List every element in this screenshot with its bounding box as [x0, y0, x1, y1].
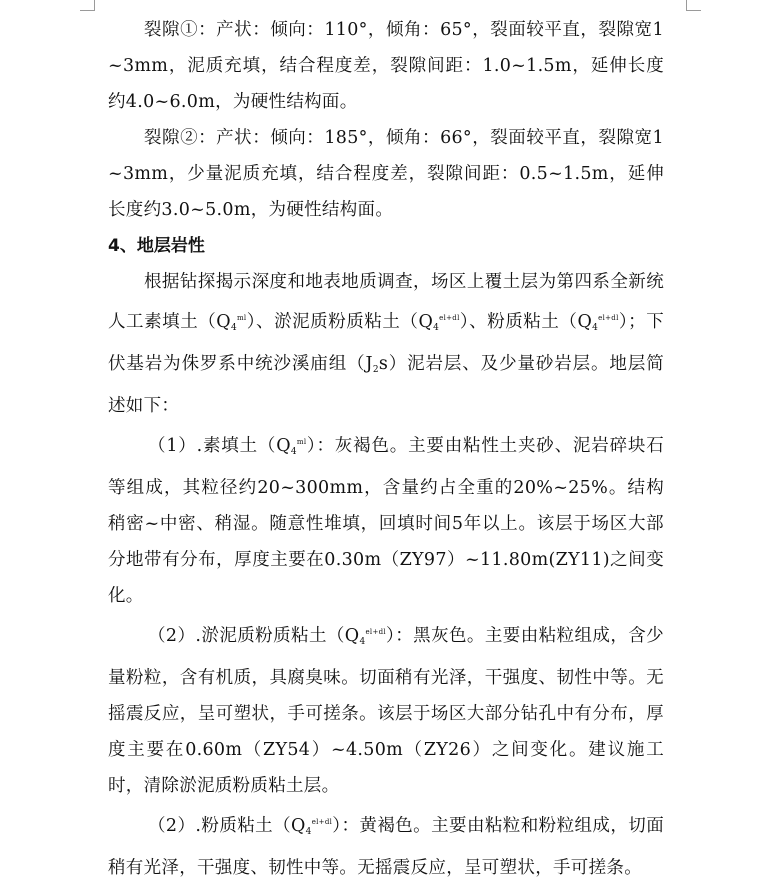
intro-text-4: ）；下伏基岩为侏罗系中统沙溪庙组（J — [108, 312, 665, 374]
page-corner-mark-right — [686, 0, 701, 11]
fissure-2-paragraph: 裂隙②：产状：倾向：185°，倾角：66°，裂面较平直，裂隙宽1~3mm，少量泥质充填，结合程度差，裂隙间距：0.5~1.5m，延伸长度约3.0~5.0m，为硬性结构面。 — [108, 128, 664, 220]
origin-superscript: el+dl — [439, 314, 460, 322]
quaternary-subscript: 4 — [359, 637, 366, 647]
jurassic-subscript: 2 — [372, 365, 379, 375]
quaternary-subscript: 4 — [230, 323, 237, 333]
fissure-1-paragraph: 裂隙①：产状：倾向：110°，倾角：65°，裂面较平直，裂隙宽1~3mm，泥质充填，结合程度差，裂隙间距：1.0~1.5m，延伸长度约4.0~6.0m，为硬性结构面。 — [108, 20, 664, 112]
intro-paragraph — [108, 264, 664, 424]
layer-1-title: （1）.素填土（Q — [148, 436, 291, 456]
layer-1-paragraph — [108, 424, 664, 614]
origin-superscript: el+dl — [365, 628, 386, 636]
quaternary-subscript: 4 — [290, 447, 297, 457]
layer-2-title: （2）.淤泥质粉质粘土（Q — [148, 626, 360, 646]
origin-superscript: el+dl — [598, 314, 619, 322]
intro-text-2: ）、淤泥质粉质粘土（Q — [246, 312, 434, 332]
quaternary-subscript: 4 — [305, 827, 312, 837]
intro-text-1: 根据钻探揭示深度和地表地质调查，场区上覆土层为第四系全新统人工素填土（Q — [108, 272, 664, 332]
quaternary-subscript: 4 — [433, 323, 440, 333]
intro-text-5: s）泥岩层、及少量砂岩层。地层简述如下： — [108, 354, 665, 416]
intro-text-3: ）、粉质粘土（Q — [459, 312, 593, 332]
page-corner-mark-left — [80, 0, 95, 11]
layer-2-description: ）：黑灰色。主要由粘粒组成，含少量粉粒，含有机质，具腐臭味。切面稍有光泽，干强度、韧性中等。无摇震反应，呈可塑状，手可搓条。该层于场区大部分钻孔中有分布，厚度主要在0.60m（ZY54）~4.50m（ZY26）之间变化。建议施工时，清除淤泥质粉质粘土层。 — [108, 626, 664, 796]
fill-origin-superscript: ml — [236, 314, 247, 322]
document-page — [108, 12, 664, 886]
origin-superscript: el+dl — [311, 818, 333, 826]
layer-1-description: ）：灰褐色。主要由粘性土夹砂、泥岩碎块石等组成，其粒径约20~300mm，含量约占全重的20%~25%。结构稍密~中密、稍湿。随意性堆填，回填时间5年以上。该层于场区大部分地带有分布，厚度主要在0.30m（ZY97）~11.80m(ZY11)之间变化。 — [108, 436, 665, 606]
layer-3-paragraph — [108, 804, 664, 886]
section-heading: 4、地层岩性 — [108, 236, 205, 256]
layer-3-title: （2）.粉质粘土（Q — [148, 816, 306, 836]
layer-2-paragraph — [108, 614, 664, 804]
layer-3-description: ）：黄褐色。主要由粘粒和粉粒组成，切面稍有光泽，干强度、韧性中等。无摇震反应，呈可塑状，手可搓条。 — [108, 816, 664, 878]
fill-origin-superscript: ml — [296, 438, 307, 446]
quaternary-subscript: 4 — [592, 323, 599, 333]
